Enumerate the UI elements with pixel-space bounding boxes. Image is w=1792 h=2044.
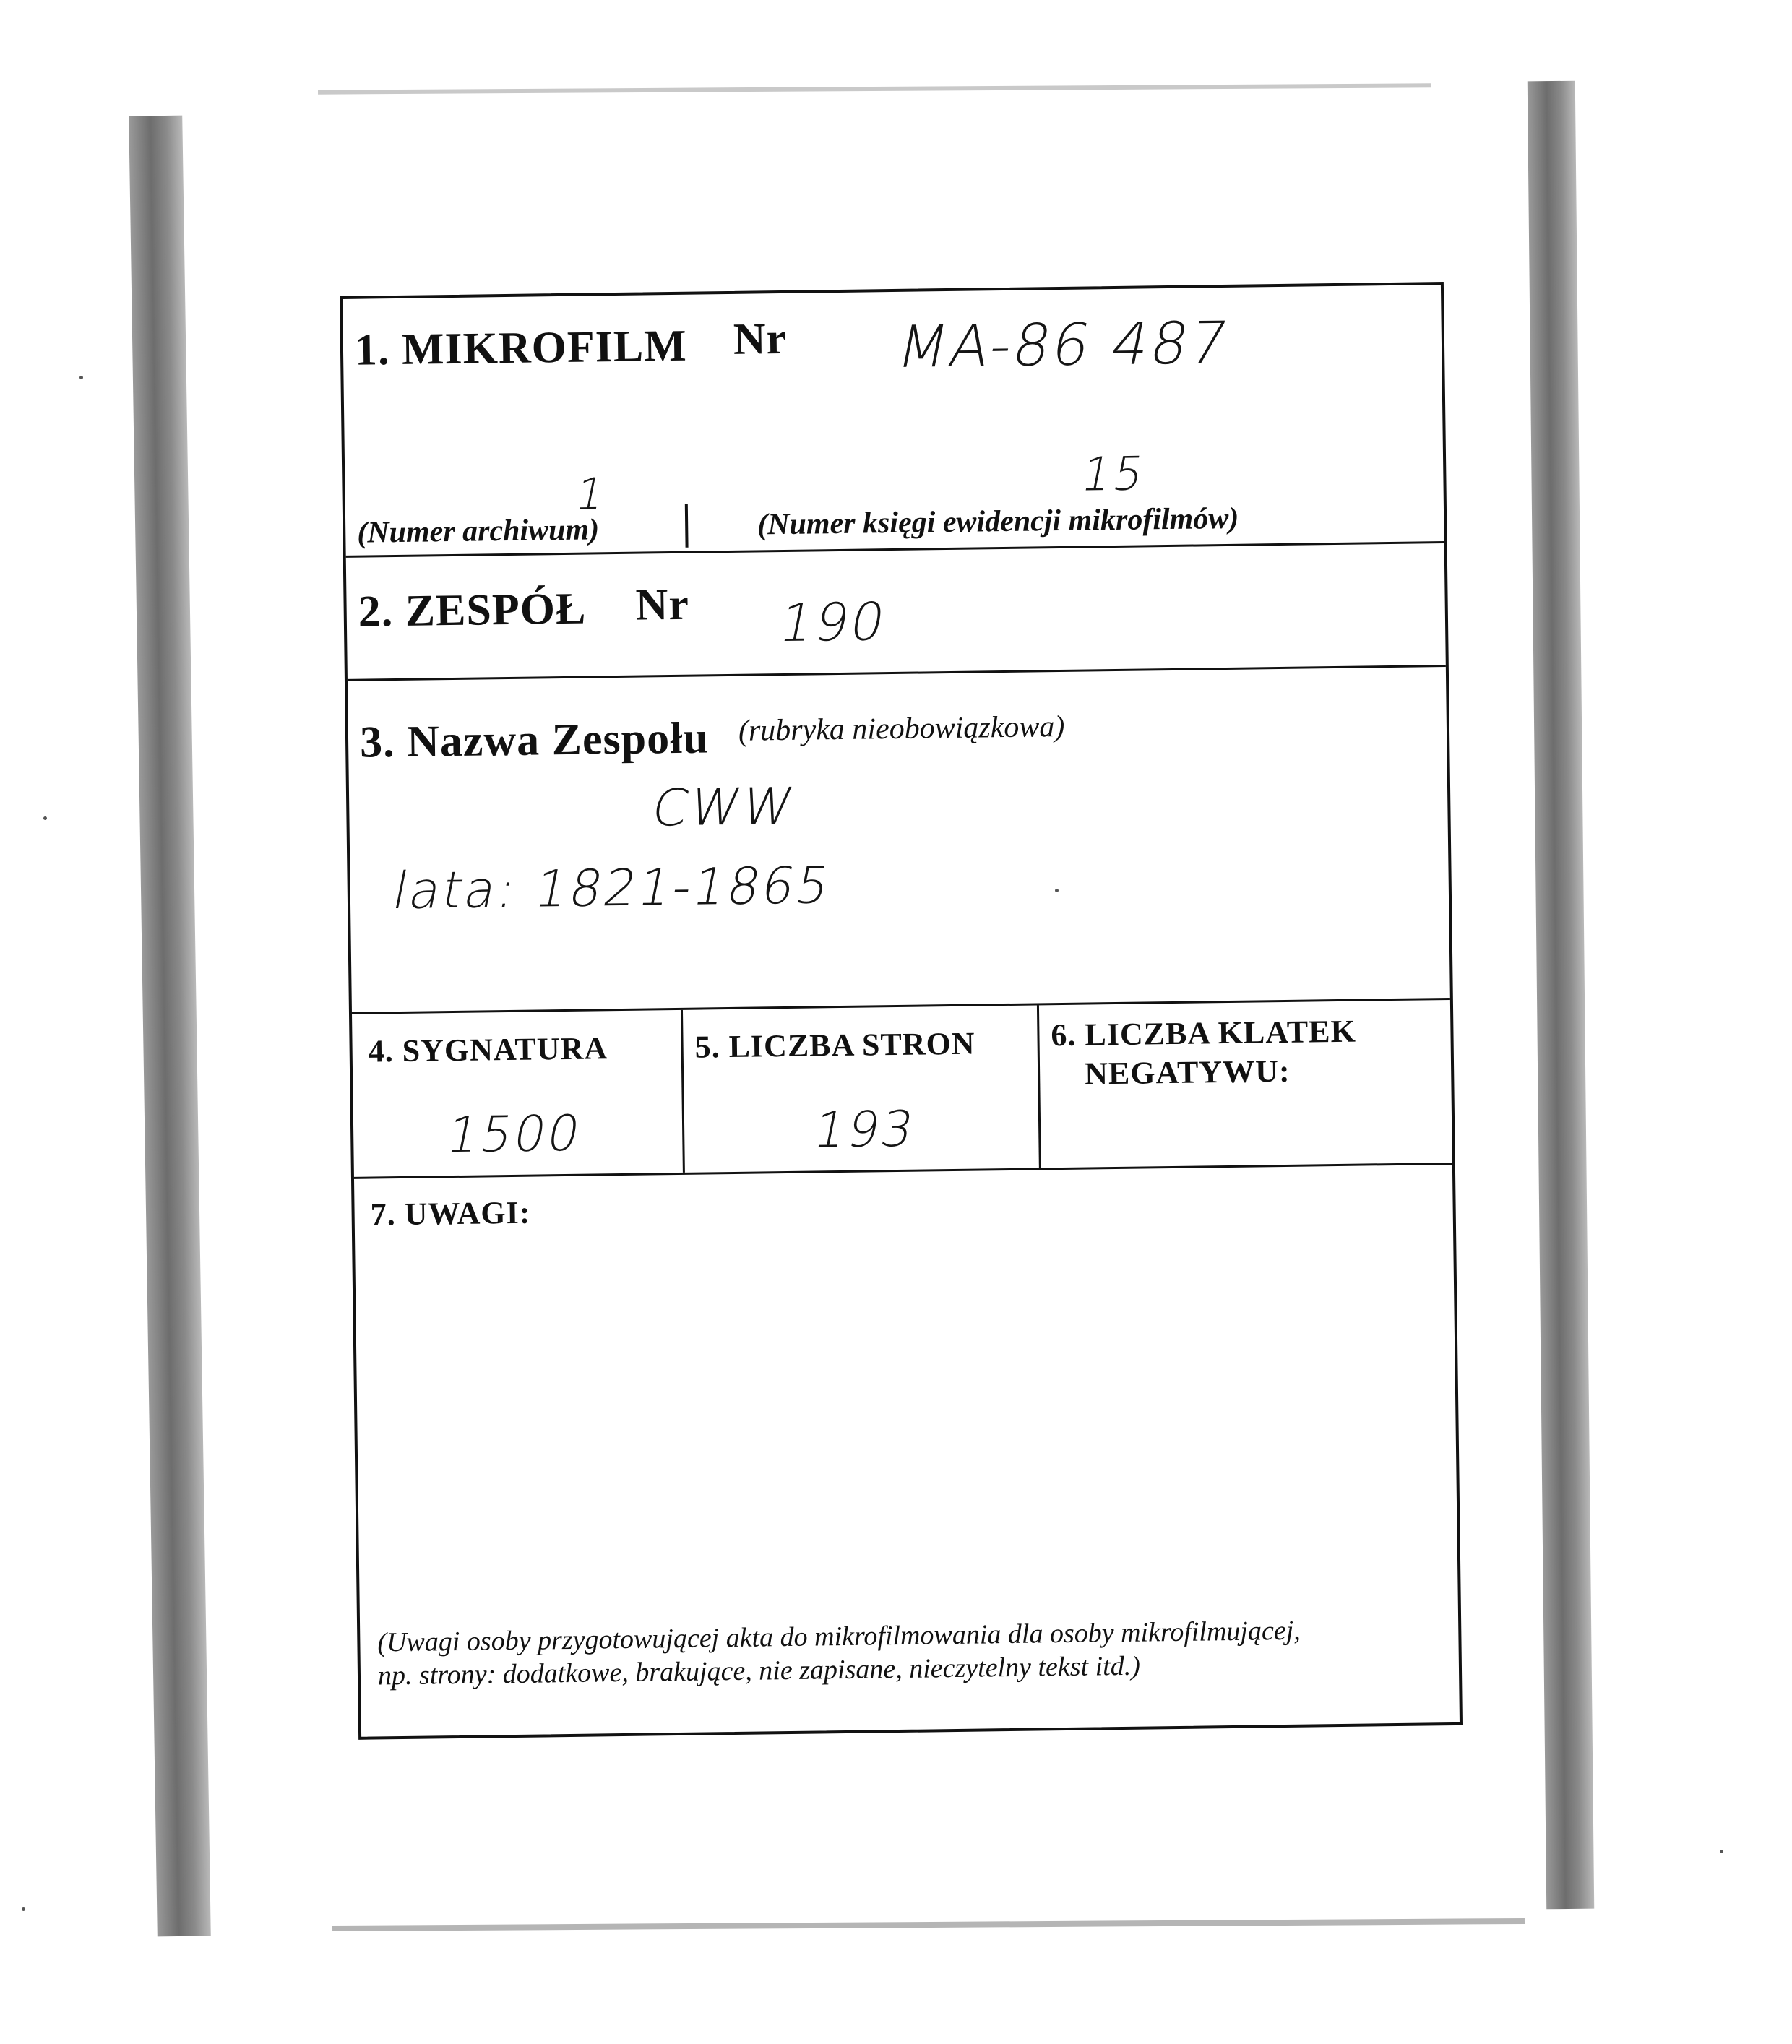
section-uwagi [354, 1165, 1460, 1735]
scan-speck [43, 816, 47, 820]
register-number-handwritten: 15 [1076, 447, 1151, 502]
section-zespol [346, 543, 1446, 681]
scan-speck [1720, 1850, 1723, 1853]
section-mikrofilm [343, 285, 1444, 558]
mikrofilm-number-handwritten: MA-86 487 [891, 309, 1236, 381]
uwagi-footnote-line2: np. strony: dodatkowe, brakujące, nie zapisane, nieczytelny tekst itd.) [377, 1650, 1141, 1691]
scan-bottom-edge [332, 1918, 1525, 1931]
zespol-name-handwritten: CWW [647, 776, 801, 838]
sygnatura-handwritten: 1500 [441, 1105, 587, 1165]
scan-edge-left [129, 116, 211, 1937]
nazwa-zespolu-label: 3. Nazwa Zespołu [359, 713, 710, 767]
scan-speck [22, 1907, 25, 1911]
liczba-klatek-label-line2: NEGATYWU: [1084, 1053, 1291, 1092]
scan-edge-right [1528, 81, 1594, 1910]
scan-speck [79, 376, 83, 379]
cell-liczba-stron [683, 1005, 1041, 1172]
section-metadata [352, 1000, 1452, 1179]
zespol-nr-label: Nr [635, 579, 690, 630]
sygnatura-label: 4. SYGNATURA [368, 1030, 608, 1069]
liczba-stron-label: 5. LICZBA STRON [694, 1025, 975, 1065]
field-divider [685, 504, 689, 548]
liczba-stron-handwritten: 193 [809, 1100, 921, 1160]
zespol-number-handwritten: 190 [774, 591, 892, 654]
microfilm-record-card [340, 282, 1463, 1740]
uwagi-label: 7. UWAGI: [370, 1194, 531, 1233]
uwagi-footnote-line1: (Uwagi osoby przygotowującej akta do mikrofilmowania dla osoby mikrofilmującej, [377, 1615, 1301, 1658]
nazwa-zespolu-note: (rubryka nieobowiązkowa) [738, 710, 1065, 748]
section-nazwa-zespolu [348, 667, 1450, 1014]
register-number-label: (Numer księgi ewidencji mikrofilmów) [757, 501, 1239, 542]
zespol-years-handwritten: lata: 1821-1865 [387, 855, 837, 921]
cell-liczba-klatek [1039, 1000, 1452, 1168]
archive-number-handwritten: 1 [571, 469, 611, 520]
mikrofilm-nr-label: Nr [733, 314, 788, 364]
archive-number-label: (Numer archiwum) [356, 513, 600, 550]
scan-top-edge [318, 83, 1431, 94]
cell-sygnatura [352, 1010, 685, 1177]
mikrofilm-label: 1. MIKROFILM [354, 321, 688, 375]
liczba-klatek-label-line1: 6. LICZBA KLATEK [1051, 1013, 1357, 1053]
zespol-label: 2. ZESPÓŁ [358, 584, 587, 637]
